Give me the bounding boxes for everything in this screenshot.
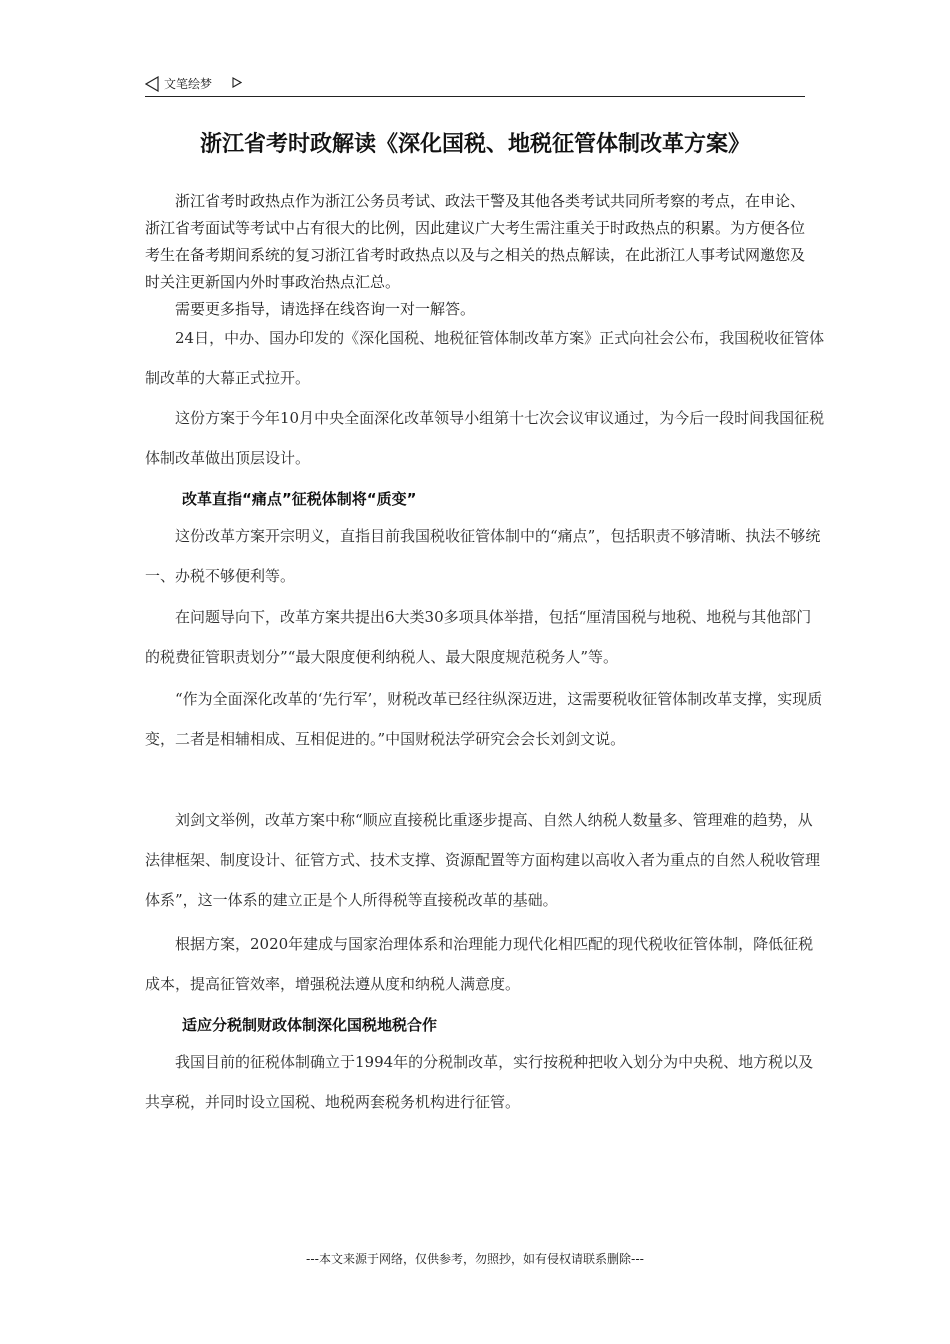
- intro-paragraph: 浙江省考时政热点作为浙江公务员考试、政法干警及其他各类考试共同所考察的考点，在申论、浙江省考面试等考试中占有很大的比例，因此建议广大考生需注重关于时政热点的积累。为方便各位考生在备考期间系统的复习浙江省考时政热点以及与之相关的热点解读，在此浙江人事考试网邀您及时关注更新国内外时事政治热点汇总。: [145, 192, 806, 291]
- body-paragraph: 我国目前的征税体制确立于1994年的分税制改革，实行按税种把收入划分为中央税、地方税以及共享税，并同时设立国税、地税两套税务机构进行征管。: [145, 1053, 814, 1111]
- section-heading: 改革直指“痛点”征税体制将“质变”: [182, 490, 417, 508]
- triangle-right-icon: [232, 77, 242, 88]
- body-paragraph: 在问题导向下，改革方案共提出6大类30多项具体举措，包括“厘清国税与地税、地税与其他部门的税费征管职责划分”“最大限度便利纳税人、最大限度规范税务人”等。: [145, 608, 812, 666]
- page-title: 浙江省考时政解读《深化国税、地税征管体制改革方案》: [199, 132, 750, 157]
- body-paragraph: “作为全面深化改革的‘先行军’，财税改革已经往纵深迈进，这需要税收征管体制改革支撑，实现质变，二者是相辅相成、互相促进的。”中国财税法学研究会会长刘剑文说。: [145, 690, 823, 748]
- body-paragraph: 根据方案，2020年建成与国家治理体系和治理能力现代化相匹配的现代税收征管体制，降低征税成本，提高征管效率，增强税法遵从度和纳税人满意度。: [145, 935, 814, 993]
- body-paragraph: 这份方案于今年10月中央全面深化改革领导小组第十七次会议审议通过，为今后一段时间我国征税体制改革做出顶层设计。: [145, 409, 825, 467]
- page-header: [145, 74, 805, 97]
- body-paragraph: 刘剑文举例，改革方案中称“顺应直接税比重逐步提高、自然人纳税人数量多、管理难的趋势，从法律框架、制度设计、征管方式、技术支撑、资源配置等方面构建以高收入者为重点的自然人税收管理体系”，这一体系的建立正是个人所得税等直接税改革的基础。: [145, 811, 821, 909]
- section-heading: 适应分税制财政体制深化国税地税合作: [182, 1016, 438, 1034]
- header-brand: 文笔绘梦: [164, 77, 213, 91]
- body-paragraph: 这份改革方案开宗明义，直指目前我国税收征管体制中的“痛点”，包括职责不够清晰、执法不够统一、办税不够便利等。: [145, 527, 821, 585]
- body-paragraph: 24日，中办、国办印发的《深化国税、地税征管体制改革方案》正式向社会公布，我国税收征管体制改革的大幕正式拉开。: [145, 329, 825, 387]
- consult-note: 需要更多指导，请选择在线咨询一对一解答。: [175, 300, 476, 318]
- triangle-left-icon: [145, 76, 159, 92]
- footer-disclaimer: ---本文来源于网络，仅供参考，勿照抄，如有侵权请联系删除---: [306, 1252, 644, 1266]
- intro-section: [145, 188, 813, 323]
